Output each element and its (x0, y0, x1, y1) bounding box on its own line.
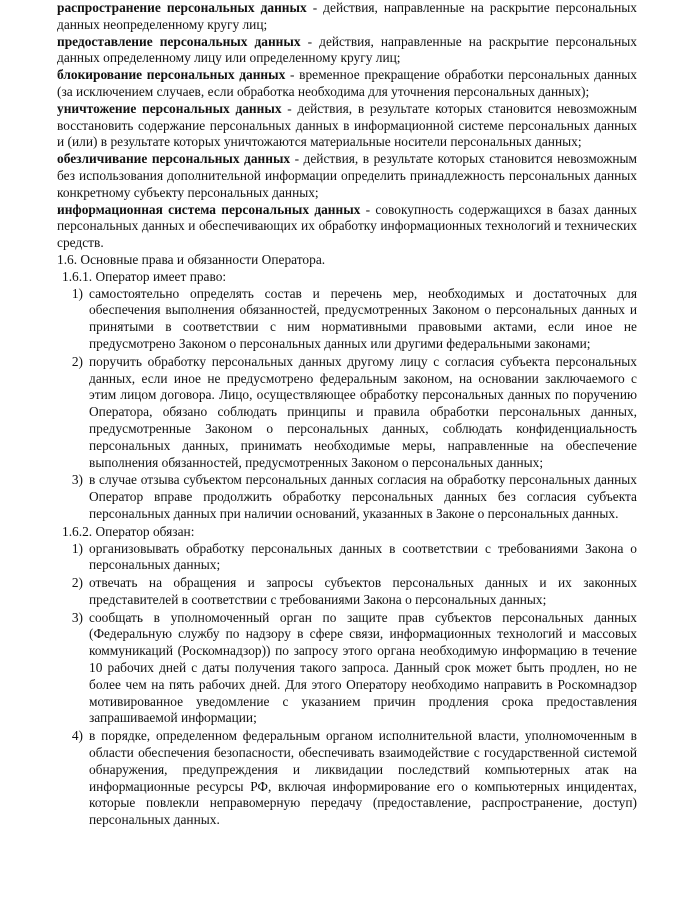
definition-distribution (57, 0, 637, 34)
rights-list (57, 286, 637, 523)
item-text: в порядке, определенном федеральным органом исполнительной власти, уполномоченным в области обеспечения безопасности, обеспечивать взаимодействие с государственной системой обнаружения, предупреждения и ликвидации последствий компьютерных атак на информационные ресурсы РФ, включая информирование его о компьютерных инцидентах, которые повлекли неправомерную передачу (предоставление, распространение, доступ) персональных данных. (89, 728, 637, 828)
obligations-list (57, 541, 637, 830)
item-text: самостоятельно определять состав и перечень мер, необходимых и достаточных для обеспечения выполнения обязанностей, предусмотренных Законом о персональных данных и принятыми в соответствии с ним нормативными правовыми актами, если иное не предусмотрено Законом о персональных данных или другими федеральными законами; (89, 285, 637, 351)
item-number: 2) (71, 575, 83, 591)
term: информационная система персональных данных (57, 201, 361, 217)
term: блокирование персональных данных (57, 67, 286, 83)
item-number: 2) (71, 353, 83, 369)
item-number: 4) (71, 728, 83, 744)
item-number: 3) (71, 472, 83, 488)
item-number: 1) (71, 285, 83, 301)
list-item (57, 541, 637, 575)
item-text: организовывать обработку персональных данных в соответствии с требованиями Закона о персональных данных; (89, 540, 637, 573)
section-heading-1-6-1: 1.6.1. Оператор имеет право: (62, 268, 227, 284)
item-text: в случае отзыва субъектом персональных данных согласия на обработку персональных данных Оператор вправе продолжить обработку персональных данных без согласия субъекта персональных данных при наличии оснований, указанных в Законе о персональных данных. (89, 472, 637, 521)
definition-text: - действия, направленные на раскрытие персональных данных определенному лицу или определенному кругу лиц; (57, 33, 638, 66)
list-item (57, 286, 637, 353)
definition-destruction (57, 101, 637, 151)
definition-information-system (57, 202, 637, 252)
section-heading-1-6-2: 1.6.2. Оператор обязан: (62, 523, 195, 539)
definition-depersonalization (57, 151, 637, 201)
definition-text: - совокупность содержащихся в базах данных персональных данных и обеспечивающих их обработку информационных технологий и технических средств. (57, 201, 638, 251)
section-heading-1-6: 1.6. Основные права и обязанности Оператора. (57, 251, 326, 267)
term: предоставление персональных данных (57, 33, 301, 49)
definition-text: - действия, направленные на раскрытие персональных данных неопределенному кругу лиц; (57, 0, 637, 32)
term: распространение персональных данных (57, 0, 307, 15)
document-page (57, 0, 637, 830)
definition-text: - действия, в результате которых становится невозможным восстановить содержание персональных данных в информационной системе персональных данных и (или) в результате которых уничтожаются материальные носители персональных данных; (57, 100, 637, 150)
item-number: 3) (71, 609, 83, 625)
list-item (57, 610, 637, 728)
definition-text: - действия, в результате которых становится невозможным без использования дополнительной информации определить принадлежность персональных данных конкретному субъекту персональных данных; (57, 151, 637, 200)
list-item (57, 354, 637, 472)
list-item (57, 728, 637, 829)
item-number: 1) (71, 540, 83, 556)
term: уничтожение персональных данных (57, 100, 282, 116)
item-text: поручить обработку персональных данных другому лицу с согласия субъекта персональных данных, если иное не предусмотрено федеральным законом, на основании заключаемого с этим лицом договора. Лицо, осуществляющее обработку персональных данных по поручению Оператора, обязано соблюдать принципы и правила обработки персональных данных, предусмотренные Законом о персональных данных, соблюдать конфиденциальность персональных данных, принимать необходимые меры, направленные на обеспечение выполнения обязанностей, предусмотренных Законом о персональных данных; (89, 353, 637, 470)
definition-provision (57, 34, 637, 68)
term: обезличивание персональных данных (57, 151, 291, 167)
item-text: сообщать в уполномоченный орган по защите прав субъектов персональных данных (Федеральную службу по надзору в сфере связи, информационных технологий и массовых коммуникаций (Роскомнадзор)) по запросу этого органа необходимую информацию в течение 10 рабочих дней с даты получения такого запроса. Данный срок может быть продлен, но не более чем на пять рабочих дней. Для этого Оператору необходимо направить в Роскомнадзор мотивированное уведомление с указанием причин продления срока предоставления запрашиваемой информации; (89, 609, 637, 726)
list-item (57, 472, 637, 522)
list-item (57, 575, 637, 609)
item-text: отвечать на обращения и запросы субъектов персональных данных и их законных представителей в соответствии с требованиями Закона о персональных данных; (89, 575, 637, 607)
definition-text: - временное прекращение обработки персональных данных (за исключением случаев, если обработка необходима для уточнения персональных данных); (57, 67, 637, 99)
definition-blocking (57, 67, 637, 101)
